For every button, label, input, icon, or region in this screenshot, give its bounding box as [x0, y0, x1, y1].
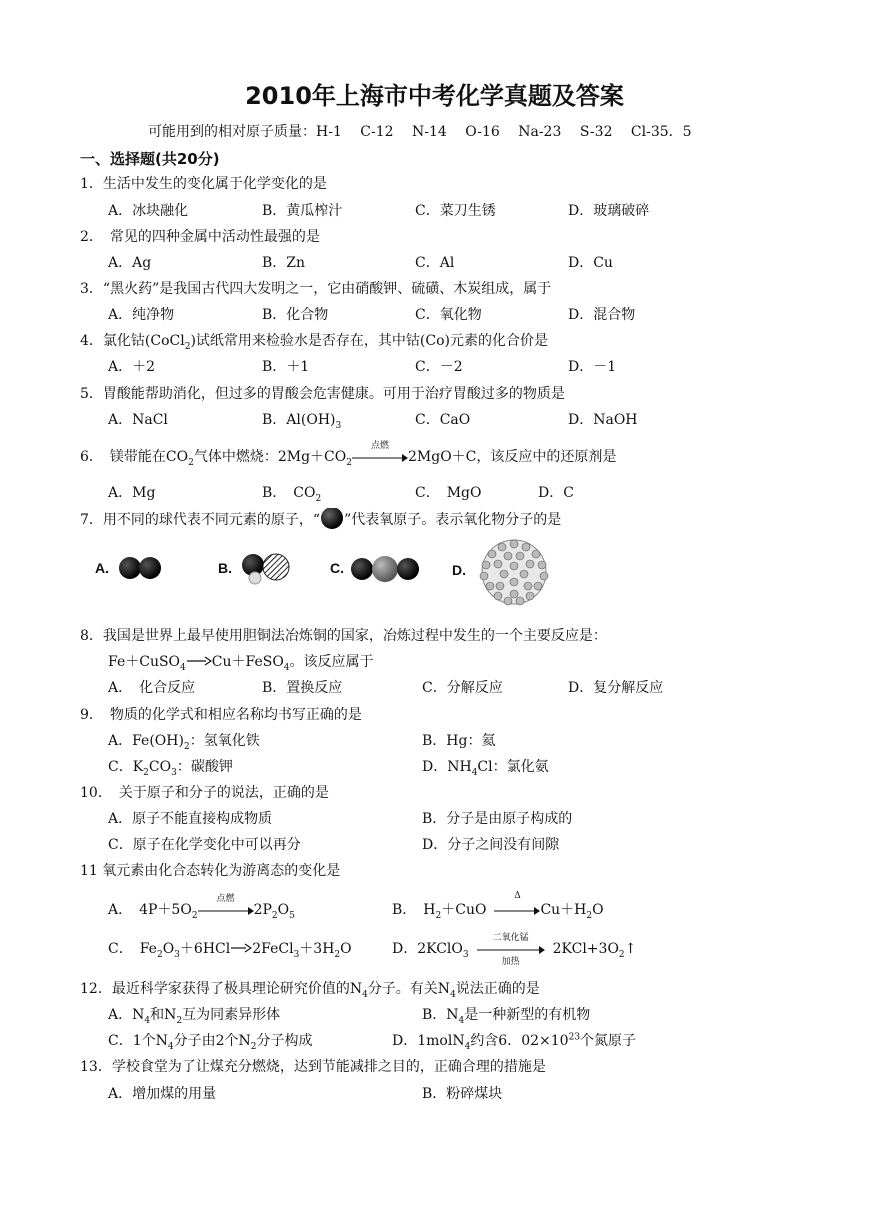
- question-7-stem: 7．用不同的球代表不同元素的原子，“ ”代表氧原子。表示氧化物分子的是: [80, 508, 561, 530]
- q1-option-d: D．玻璃破碎: [568, 203, 650, 219]
- question-5-stem: 5．胃酸能帮助消化，但过多的胃酸会危害健康。可用于治疗胃酸过多的物质是: [80, 386, 565, 402]
- question-13-stem: 13．学校食堂为了让煤充分燃烧，达到节能减排之目的，正确合理的措施是: [80, 1059, 546, 1075]
- q10-option-b: B．分子是由原子构成的: [422, 811, 573, 827]
- q10-option-a: A．原子不能直接构成物质: [108, 811, 273, 827]
- question-1-stem: 1．生活中发生的变化属于化学变化的是: [80, 176, 327, 192]
- q13-option-a: A．增加煤的用量: [108, 1086, 217, 1102]
- q12-option-a: A．$N_4$和$N_2$互为同素异形体: [108, 1007, 281, 1026]
- q13-option-b: B．粉碎煤块: [422, 1086, 503, 1102]
- question-11-stem: 11 氧元素由化合态转化为游离态的变化是: [80, 863, 341, 879]
- q4-option-b: B．＋1: [262, 359, 310, 375]
- q6-option-a: A．Mg: [108, 485, 156, 501]
- question-6-stem: 6． 镁带能在$CO_2$气体中燃烧：$2Mg+CO_2$ 点燃 2MgO＋C，该反应中的还原剂是: [80, 441, 617, 468]
- q11-option-b: B． $H_2+CuO$ Δ $Cu+H_2O$: [392, 891, 604, 921]
- q6-option-b: B． $CO_2$: [262, 485, 322, 504]
- atomic-masses-note: 可能用到的相对原子质量：H-1 C-12 N-14 O-16 Na-23 S-32 Cl-35．5: [148, 124, 692, 140]
- q1-option-b: B．黄瓜榨汁: [262, 203, 343, 219]
- fullerene-c60-icon: [478, 538, 550, 606]
- q2-option-a: A．Ag: [108, 255, 152, 271]
- q1-option-a: A．冰块融化: [108, 203, 189, 219]
- q5-option-a: A．NaCl: [108, 412, 168, 428]
- q8-option-c: C．分解反应: [422, 680, 503, 696]
- q9-option-d: D．$NH_4Cl$：氯化氨: [422, 759, 549, 778]
- q5-option-d: D．NaOH: [568, 412, 638, 428]
- q5-option-b: B．$Al(OH)_3$: [262, 412, 342, 431]
- reaction-arrow-icon: [186, 656, 212, 666]
- q12-option-d: D．1molN$_4$约含6．$02\times 10^{23}$个氮原子: [392, 1032, 637, 1052]
- q2-option-b: B．Zn: [262, 255, 306, 271]
- o2-molecule-icon: [117, 554, 167, 582]
- q11-option-d: D．2KClO$_3$ 二氧化锰 加热 $2KCl+3O_2↑$: [392, 933, 637, 967]
- q9-option-a: A．$Fe(OH)_2$：氢氧化铁: [108, 733, 260, 752]
- question-2-stem: 2． 常见的四种金属中活动性最强的是: [80, 229, 320, 245]
- page-title: 2010年上海市中考化学真题及答案: [245, 82, 624, 110]
- q10-option-d: D．分子之间没有间隙: [422, 837, 560, 853]
- q4-option-a: A．＋2: [108, 359, 156, 375]
- oxide-molecule-b-icon: [240, 552, 296, 586]
- question-12-stem: 12．最近科学家获得了极具理论研究价值的$N_4$分子。有关$N_4$说法正确的是: [80, 981, 540, 1000]
- q4-option-c: C．－2: [415, 359, 463, 375]
- q8-option-a: A． 化合反应: [108, 680, 196, 696]
- q5-option-c: C．CaO: [415, 412, 471, 428]
- q3-option-a: A．纯净物: [108, 307, 175, 323]
- reaction-arrow: 点燃: [352, 450, 408, 464]
- q3-option-b: B．化合物: [262, 307, 329, 323]
- question-8-stem: 8．我国是世界上最早使用胆铜法冶炼铜的国家，冶炼过程中发生的一个主要反应是：: [80, 628, 607, 644]
- co2-molecule-icon: [350, 554, 426, 584]
- q12-option-c: C．1个$N_4$分子由2个$N_2$分子构成: [108, 1033, 313, 1052]
- q11-option-c: C． $Fe_2O_3+6HCl$ $2FeCl_3+3H_2O$: [108, 941, 352, 960]
- q9-option-b: B．Hg：氦: [422, 733, 496, 749]
- q4-option-d: D．－1: [568, 359, 617, 375]
- q3-option-c: C．氧化物: [415, 307, 482, 323]
- q2-option-d: D．Cu: [568, 255, 613, 271]
- question-4-stem: 4．氯化钴(CoCl$_2$)试纸常用来检验水是否存在，其中钴(Co)元素的化合价是: [80, 333, 548, 352]
- oxygen-atom-ball-icon: [320, 508, 344, 530]
- q9-option-c: C．$K_2CO_3$：碳酸钾: [108, 759, 233, 778]
- q3-option-d: D．混合物: [568, 307, 636, 323]
- q8-equation: Fe＋CuSO$_4$ Cu＋FeSO$_4$。该反应属于: [108, 654, 374, 673]
- question-10-stem: 10． 关于原子和分子的说法，正确的是: [80, 785, 329, 801]
- question-3-stem: 3．“黑火药”是我国古代四大发明之一，它由硝酸钾、硫磺、木炭组成，属于: [80, 281, 552, 297]
- q10-option-c: C．原子在化学变化中可以再分: [108, 837, 301, 853]
- q8-option-b: B．置换反应: [262, 680, 343, 696]
- q6-option-c: C． MgO: [415, 485, 482, 501]
- q2-option-c: C．Al: [415, 255, 455, 271]
- section-heading: 一、选择题(共20分): [80, 150, 220, 168]
- q6-option-d: D．C: [538, 485, 574, 501]
- question-9-stem: 9． 物质的化学式和相应名称均书写正确的是: [80, 707, 362, 723]
- q12-option-b: B．$N_4$是一种新型的有机物: [422, 1007, 591, 1026]
- q11-option-a: A． $4P+5O_2$ 点燃 $2P_2O_5$: [108, 894, 295, 921]
- q8-option-d: D．复分解反应: [568, 680, 664, 696]
- q1-option-c: C．菜刀生锈: [415, 203, 496, 219]
